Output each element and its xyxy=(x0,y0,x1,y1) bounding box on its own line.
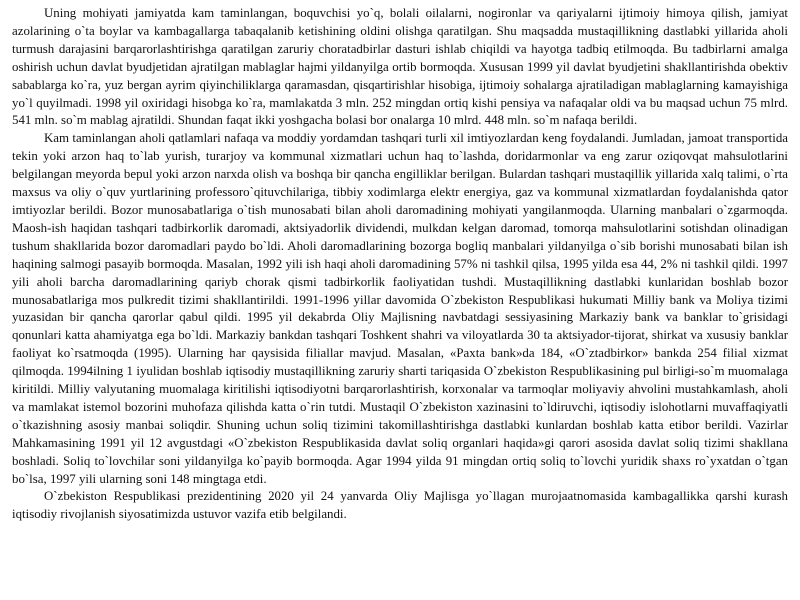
document-body xyxy=(12,5,788,524)
paragraph-income-and-banking: Kam taminlangan aholi qatlamlari nafaqa va moddiy yordamdan tashqari turli xil imtiyozlardan keng foydalandi. Jumladan, jamoat transportida tekin yoki arzon haq to`lab yurish, turarjoy va kommunal xizmatlari uchun haq to`lashda, doridarmonlar va eng zarur oziqovqat mahsulotlarini belgilangan meyorda bepul yoki arzon narxda olish va boshqa bir qancha engilliklar berilgan. Bulardan tashqari mustaqillik yillarida xalq talimi, o`rta maxsus va oliy o`quv yurtlarining professoro`qituvchilariga, tibbiy xodimlarga elektr energiya, gaz va kommunal xizmatlardan foydalanishda qator imtiyozlar berildi. Bozor munosabatlariga o`tish munosabati bilan aholi daromadining mohiyati yangilanmoqda. Ularning manbalari o`zgarmoqda. Maosh-ish haqidan tashqari tadbirkorlik daromadi, aktsiyadorlik dividendi, mulkdan kelgan daromad, tomorqa mahsulotlarini sotishdan olinadigan tushum shakllarida bozor daromadlari paydo bo`ldi. Aholi daromadlarining bozorga bogliq manbalari yildanyilga o`sib borishi munosabati bilan ish haqining salmogi pasayib bormoqda. Masalan, 1992 yili ish haqi aholi daromadining 57% ni tashkil qilsa, 1995 yilda esa 44, 2% ni tashkil qildi. 1997 yili aholi barcha daromadlarining qariyb chorak qismi tadbirkorlik faoliyatidan tushdi. Mustaqillikning dastlabki kunlaridan boshlab bozor munosabatlariga mos pulkredit tizimi shakllantirildi. 1991-1996 yillar davomida O`zbekiston Respublikasi hukumati Milliy bank va Moliya tizimi yuzasidan bir qancha qarorlar qabul qildi. 1995 yil dekabrda Oliy Majlisning navbatdagi sessiyasining Markaziy bank va banklar to`grisidagi qonunlari katta ahamiyatga ega bo`ldi. Markaziy bankdan tashqari Toshkent shahri va viloyatlarda 30 ta aktsiyador-tijorat, shirkat va xususiy banklar faoliyat ko`rsatmoqda (1995). Ularning har qaysisida filiallar mavjud. Masalan, «Paxta bank»da 184, «O`ztadbirkor» bankda 254 filial xizmat qilmoqda. 1994ilning 1 iyulidan boshlab iqtisodiy mustaqillikning zaruriy sharti tariqasida O`zbekiston Respublikasining pul birligi-so`m muomalaga kiritildi. Milliy valyutaning muomalaga kiritilishi iqtisodiyotni barqarorlashtirish, korxonalar va tarmoqlar moliyaviy ahvolini mustahkamlash, aholi va mamlakat istemol bozorini muhofaza qilishda katta o`rin tutdi. Mustaqil O`zbekiston xazinasini to`ldiruvchi, iqtisodiy islohotlarni muvaffaqiyatli o`tkazishning asosiy manbai soliqdir. Shuning uchun soliq tizimini takomillashtirishga dastlabki kunlardan boshlab katta etibor berildi. Vazirlar Mahkamasining 1991 yil 12 avgustdagi «O`zbekiston Respublikasida davlat soliq organlari haqida»gi qarori asosida davlat soliq tizimi shakllana boshladi. Soliq to`lovchilar soni yildanyilga ko`payib bormoqda. Agar 1994 yilda 91 mingdan ortiq soliq to`lovchi yuridik shaxs ro`yxatdan o`tgan bo`lsa, 1997 yili ularning soni 148 mingtaga etdi. xyxy=(12,131,788,486)
paragraph-social-protection: Uning mohiyati jamiyatda kam taminlangan, boquvchisi yo`q, bolali oilalarni, nogironlar va qariyalarni ijtimoiy himoya qilish, jamiyat azolarining o`ta boylar va kambagallarga tabaqalanib ketishining oldini olishga qaratilgan. Shu maqsadda mustaqillikning dastlabki yillarida aholi turmush darajasini barqarorlashtirishga qaratilgan zaruriy choratadbirlar dasturi ishlab chiqildi va hayotga tadbiq etilmoqda. Bu tadbirlarni amalga oshirish uchun davlat byudjetidan ajratilgan mablaglar hajmi yildanyilga ortib bormoqda. Xususan 1999 yil davlat byudjetini shakllantirishda obektiv sabablarga ko`ra, yuz bergan ayrim qiyinchiliklarga qaramasdan, qisqartirishlar hisobiga, ijtimoiy sohalarga ajratiladigan mablaglarning kamayishiga yo`l quyilmadi. 1998 yil oxiridagi hisobga ko`ra, mamlakatda 3 mln. 252 mingdan ortiq kishi pensiya va nafaqalar oldi va bu maqsad uchun 75 mlrd. 541 mln. so`m mablag ajratildi. Shundan faqat ikki yoshgacha bolasi bor onalarga 10 mlrd. 448 mln. so`m nafaqa berildi. xyxy=(12,6,788,128)
paragraph-poverty-reduction: O`zbekiston Respublikasi prezidentining 2020 yil 24 yanvarda Oliy Majlisga yo`llagan murojaatnomasida kambagallikka qarshi kurash iqtisodiy rivojlanish siyosatimizda ustuvor vazifa etib belgilandi. xyxy=(12,489,788,522)
